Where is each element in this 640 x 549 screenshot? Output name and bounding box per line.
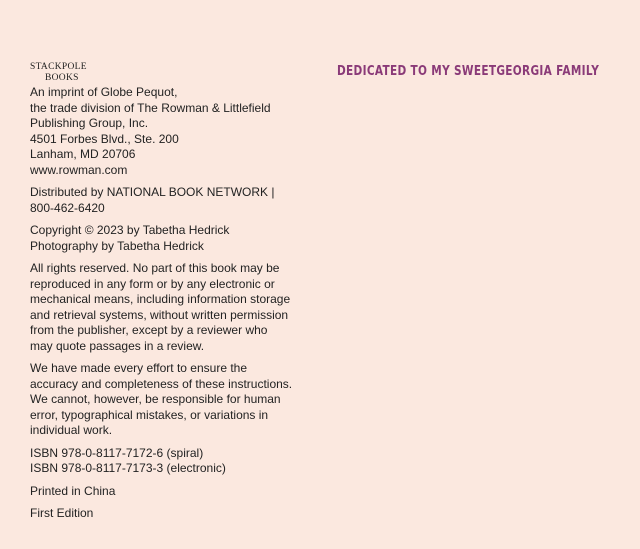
- imprint-line: Publishing Group, Inc.: [30, 116, 149, 130]
- printed-text: Printed in China: [30, 483, 116, 498]
- rights-line: and retrieval systems, without written permission: [30, 307, 289, 322]
- imprint-line: Lanham, MD 20706: [30, 147, 136, 161]
- edition-info: [30, 506, 320, 522]
- rights-line: mechanical means, including information storage: [30, 292, 291, 306]
- rights-line: from the publisher, except by a reviewer who: [30, 323, 268, 337]
- rights-notice: [30, 261, 320, 354]
- copyright-info: [30, 223, 320, 254]
- printed-location: [30, 484, 320, 500]
- distribution-line: Distributed by NATIONAL BOOK NETWORK |: [30, 185, 275, 199]
- isbn-info: [30, 446, 320, 477]
- publisher-logo-line1: STACKPOLE: [30, 62, 87, 72]
- disclaimer-line: error, typographical mistakes, or variations in: [30, 407, 269, 422]
- publisher-logo: [30, 62, 320, 84]
- dedication-heading: DEDICATED TO MY SWEETGEORGIA FAMILY: [337, 63, 600, 79]
- publisher-website: www.rowman.com: [30, 162, 128, 177]
- rights-line: reproduced in any form or by any electronic or: [30, 276, 275, 291]
- disclaimer-line: We cannot, however, be responsible for human: [30, 392, 281, 406]
- disclaimer-line: individual work.: [30, 423, 113, 437]
- photography-credit: Photography by Tabetha Hedrick: [30, 238, 204, 253]
- isbn-spiral: ISBN 978-0-8117-7172-6 (spiral): [30, 445, 204, 460]
- disclaimer-line: We have made every effort to ensure the: [30, 361, 248, 375]
- publisher-logo-line2: BOOKS: [45, 73, 79, 83]
- imprint-line: An imprint of Globe Pequot,: [30, 85, 178, 99]
- imprint-info: [30, 85, 320, 178]
- disclaimer-notice: [30, 361, 320, 439]
- rights-line: All rights reserved. No part of this book may be: [30, 261, 280, 275]
- disclaimer-line: accuracy and completeness of these instructions.: [30, 376, 293, 391]
- copyright-line: Copyright © 2023 by Tabetha Hedrick: [30, 223, 230, 237]
- isbn-electronic: ISBN 978-0-8117-7173-3 (electronic): [30, 461, 226, 475]
- imprint-line: the trade division of The Rowman & Littlefield: [30, 100, 271, 115]
- imprint-line: 4501 Forbes Blvd., Ste. 200: [30, 131, 179, 146]
- copyright-page: [30, 62, 320, 529]
- distribution-phone: 800-462-6420: [30, 200, 105, 215]
- distribution-info: [30, 185, 320, 216]
- edition-text: First Edition: [30, 506, 94, 520]
- rights-line: may quote passages in a review.: [30, 338, 205, 353]
